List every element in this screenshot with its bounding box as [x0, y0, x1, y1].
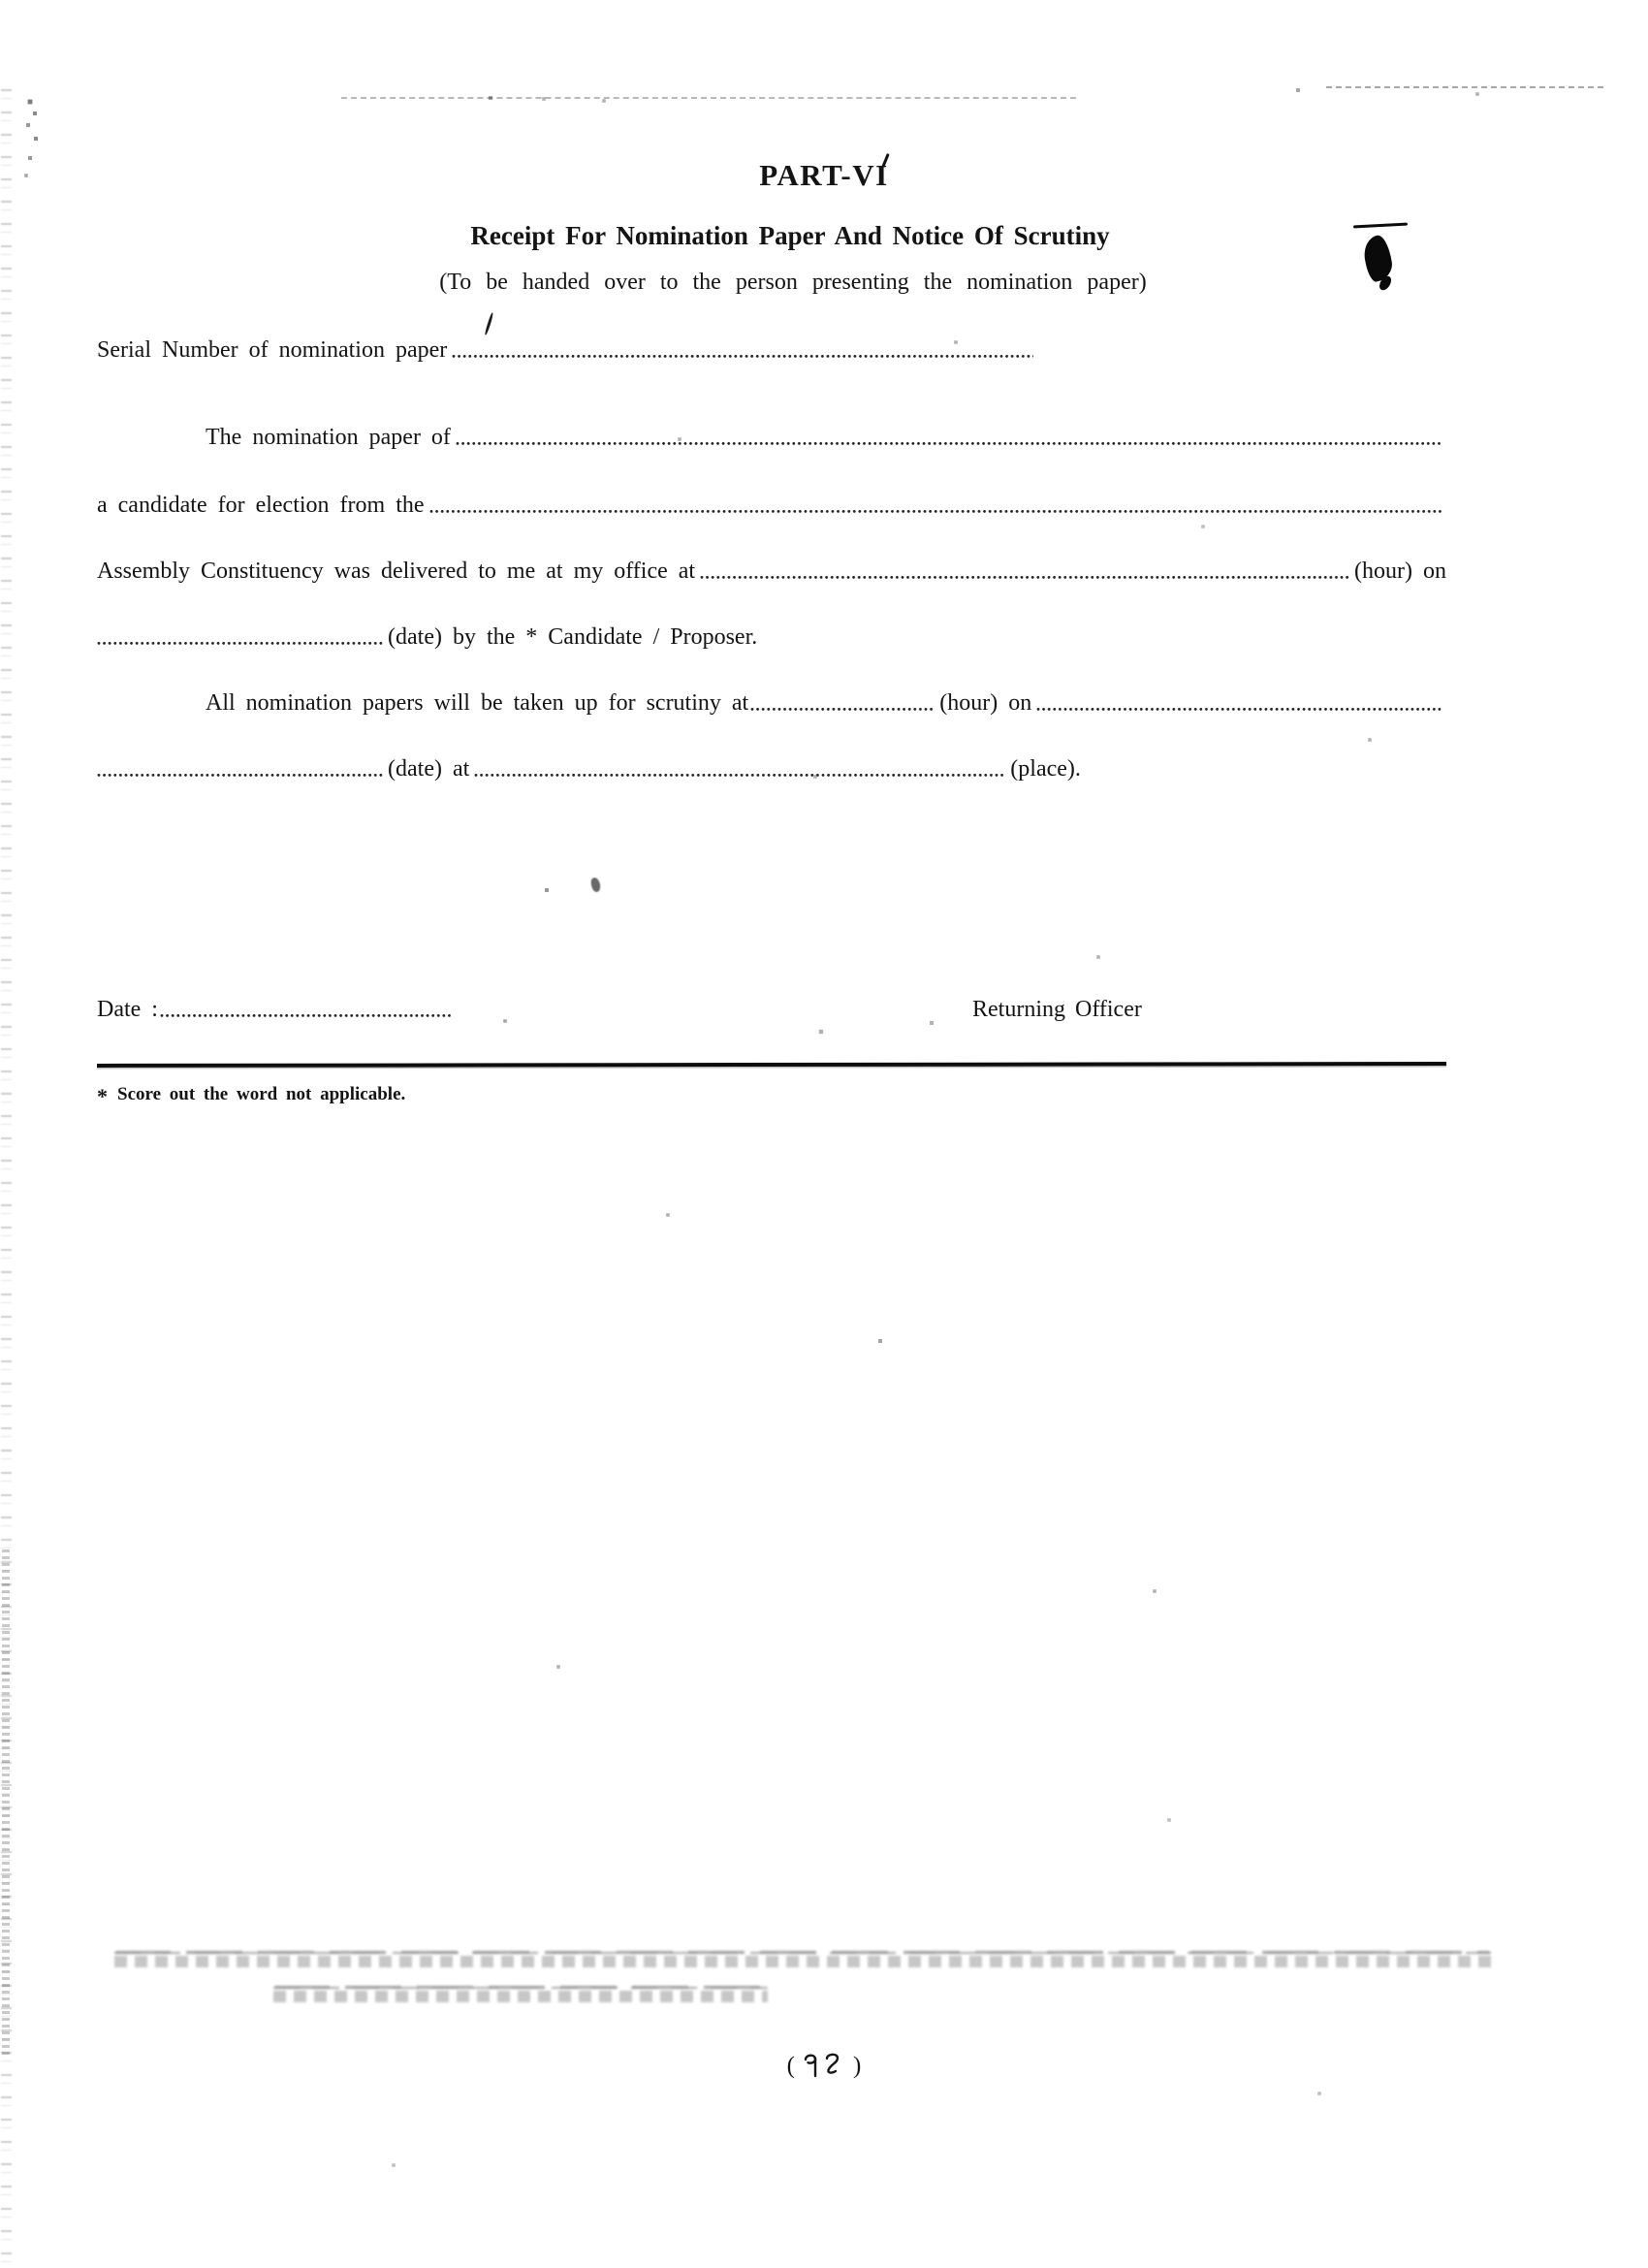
scan-artifact-dashed-line	[1326, 86, 1603, 88]
line6-date-at-text: (date) at	[388, 756, 470, 782]
devanagari-digits-12	[802, 2052, 846, 2079]
pen-mark	[484, 312, 493, 335]
asterisk-mark: *	[97, 1084, 108, 1108]
delivery-date-blank	[97, 641, 383, 646]
line5-hour-on-text: (hour) on	[939, 690, 1032, 716]
serial-number-row	[97, 337, 1446, 364]
part-title: PART-VI	[759, 158, 889, 192]
date-blank	[160, 1013, 451, 1018]
scan-artifact-edge-noise	[2, 1549, 10, 2059]
hindi-print-through-line-2	[273, 1986, 768, 2005]
scan-artifact-dashed-line	[341, 97, 1076, 99]
page-number-open-paren: (	[786, 2053, 795, 2079]
ink-speck	[590, 877, 602, 893]
scrutiny-date-blank-2	[97, 773, 383, 778]
scrutiny-hour-blank	[750, 707, 935, 712]
handover-note: (To be handed over to the person presenting the nomination paper)	[439, 270, 1147, 295]
body-line-6	[97, 756, 1446, 783]
body-line-2	[97, 493, 1446, 519]
serial-number-label: Serial Number of nomination paper	[97, 337, 448, 363]
line1-text: The nomination paper of	[206, 425, 451, 450]
returning-officer-label: Returning Officer	[972, 997, 1142, 1022]
candidate-name-blank	[456, 441, 1442, 446]
delivery-hour-blank	[700, 575, 1349, 580]
date-row	[97, 997, 1446, 1023]
footnote-divider-rule	[97, 1062, 1446, 1068]
line2-text: a candidate for election from the	[97, 493, 425, 518]
line3-text: Assembly Constituency was delivered to me at my office at	[97, 559, 696, 584]
scrutiny-date-blank	[1036, 707, 1442, 712]
page-number	[0, 2052, 1648, 2081]
form-title: Receipt For Nomination Paper And Notice Of Scrutiny	[470, 221, 1110, 250]
hindi-print-through-line-1	[114, 1951, 1491, 1972]
body-line-1	[97, 425, 1446, 451]
line3-hour-on-text: (hour) on	[1354, 559, 1446, 584]
body-line-5	[97, 690, 1446, 717]
serial-number-blank	[452, 354, 1033, 359]
constituency-name-blank	[429, 509, 1442, 514]
date-label: Date :	[97, 997, 158, 1022]
body-line-3	[97, 559, 1446, 585]
scrutiny-place-blank	[474, 773, 1005, 778]
line6-place-text: (place).	[1010, 756, 1081, 782]
footnote-text: Score out the word not applicable.	[117, 1084, 406, 1104]
body-line-4	[97, 624, 1446, 651]
line4-text: (date) by the * Candidate / Proposer.	[388, 624, 758, 650]
footnote	[97, 1084, 405, 1107]
line5-text: All nomination papers will be taken up for scrutiny at	[206, 690, 749, 716]
scan-artifact-speckles	[0, 0, 2, 2]
page-number-close-paren: )	[853, 2053, 862, 2079]
